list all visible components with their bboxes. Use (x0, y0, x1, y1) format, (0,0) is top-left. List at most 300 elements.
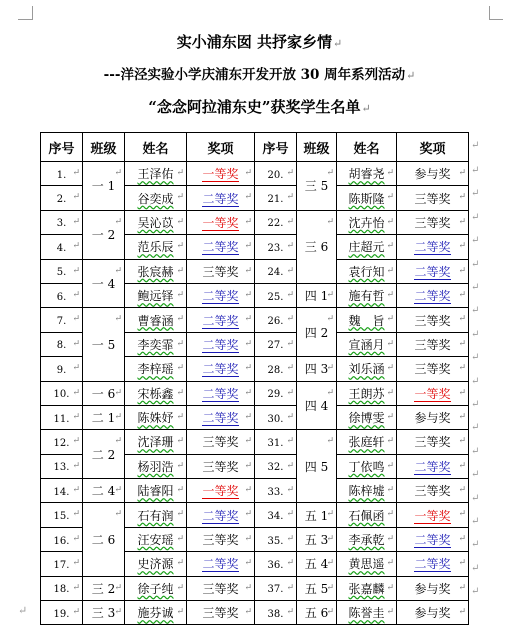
award-cell: 一等奖 ↵ (187, 479, 255, 503)
student-name-cell: 沈泽珊 ↵ (125, 430, 187, 454)
table-row (41, 503, 469, 527)
cell-end-mark: ↵ (286, 411, 294, 422)
student-name-cell: 黄思遥 ↵ (337, 552, 397, 576)
row-end-mark: ↵ (471, 445, 480, 457)
serial-number-cell: 24. ↵ (255, 259, 297, 283)
class-cell: 五 5 ↵ (297, 576, 337, 600)
cell-end-mark: ↵ (114, 265, 122, 276)
cell-end-mark: ↵ (176, 338, 184, 349)
document-subtitle: ---洋泾实验小学庆浦东开发开放 30 周年系列活动↵ (103, 67, 416, 83)
student-name-cell: 谷奕成 ↵ (125, 186, 187, 210)
table-row (41, 259, 469, 283)
cell-end-mark: ↵ (458, 509, 466, 520)
class-cell: 四 1 ↵ (297, 283, 337, 307)
row-end-mark: ↵ (471, 375, 480, 387)
cell-end-mark: ↵ (114, 387, 122, 398)
serial-number-cell: 29. ↵ (255, 381, 297, 405)
cell-end-mark: ↵ (244, 436, 252, 447)
cell-end-mark: ↵ (386, 241, 394, 252)
student-name-cell: 鲍远铎 ↵ (125, 283, 187, 307)
row-end-mark: ↵ (471, 492, 480, 504)
student-name-cell: 王泽佑 ↵ (125, 162, 187, 186)
table-row (41, 381, 469, 405)
cell-end-mark: ↵ (326, 363, 334, 374)
cell-end-mark: ↵ (286, 436, 294, 447)
column-header: 序号 (41, 133, 83, 162)
serial-number-cell: 28. ↵ (255, 357, 297, 381)
serial-number-cell: 15. ↵ (41, 503, 83, 527)
class-cell: 四 2 ↵ (297, 308, 337, 357)
serial-number-cell: 32. ↵ (255, 454, 297, 478)
cell-end-mark: ↵ (244, 582, 252, 593)
student-name-cell: 汪安瑶 ↵ (125, 527, 187, 551)
paragraph-mark: ↵ (361, 102, 371, 115)
cell-end-mark: ↵ (244, 168, 252, 178)
cell-end-mark: ↵ (326, 436, 334, 447)
class-cell: 一 4 ↵ (83, 259, 125, 308)
student-name-cell: 施芬诚 ↵ (125, 601, 187, 625)
cell-end-mark: ↵ (458, 411, 466, 422)
cell-end-mark: ↵ (286, 338, 294, 349)
cell-end-mark: ↵ (114, 314, 122, 325)
cell-end-mark: ↵ (176, 314, 184, 325)
cell-end-mark: ↵ (458, 363, 466, 374)
student-name-cell: 陈姝妤 ↵ (125, 405, 187, 429)
class-cell: 四 4 ↵ (297, 381, 337, 430)
serial-number-cell: 16. ↵ (41, 527, 83, 551)
cell-end-mark: ↵ (72, 168, 80, 178)
document-title: 实小浦东囡 共抒家乡情↵ (176, 33, 343, 51)
class-cell: 二 6 ↵ (83, 503, 125, 576)
award-cell: 二等奖 ↵ (187, 235, 255, 259)
cell-end-mark: ↵ (386, 265, 394, 276)
column-header: 姓名 (337, 133, 397, 162)
row-end-mark: ↵ (471, 328, 480, 340)
row-end-mark: ↵ (471, 539, 480, 551)
cell-end-mark: ↵ (244, 460, 252, 471)
serial-number-cell: 19. ↵ (41, 601, 83, 625)
cell-end-mark: ↵ (176, 363, 184, 374)
serial-number-cell: 4. ↵ (41, 235, 83, 259)
serial-number-cell: 18. ↵ (41, 576, 83, 600)
award-cell: 二等奖 ↵ (187, 332, 255, 356)
cell-end-mark: ↵ (386, 192, 394, 203)
student-name-cell: 李承乾 ↵ (337, 527, 397, 551)
serial-number-cell: 9. ↵ (41, 357, 83, 381)
class-cell: 三 2 ↵ (83, 576, 125, 600)
cell-end-mark: ↵ (286, 314, 294, 325)
paragraph-mark: ↵ (406, 69, 416, 82)
cell-end-mark: ↵ (176, 582, 184, 593)
cell-end-mark: ↵ (286, 509, 294, 520)
award-cell: 三等奖 ↵ (397, 332, 469, 356)
student-name-cell: 宣涵月 ↵ (337, 332, 397, 356)
class-cell: 一 1 ↵ (83, 162, 125, 211)
cell-end-mark: ↵ (72, 582, 80, 593)
serial-number-cell: 12. ↵ (41, 430, 83, 454)
table-row (41, 430, 469, 454)
cell-end-mark: ↵ (72, 607, 80, 618)
cell-end-mark: ↵ (72, 533, 80, 544)
serial-number-cell: 22. ↵ (255, 210, 297, 234)
row-end-mark: ↵ (471, 352, 480, 364)
cell-end-mark: ↵ (244, 216, 252, 227)
cell-end-mark: ↵ (386, 558, 394, 569)
cell-end-mark: ↵ (72, 558, 80, 569)
serial-number-cell: 31. ↵ (255, 430, 297, 454)
cell-end-mark: ↵ (458, 460, 466, 471)
award-cell: 二等奖 ↵ (187, 283, 255, 307)
class-cell: 二 1 ↵ (83, 405, 125, 429)
cell-end-mark: ↵ (244, 314, 252, 325)
cell-end-mark: ↵ (72, 387, 80, 398)
cell-end-mark: ↵ (458, 338, 466, 349)
award-cell: 三等奖 ↵ (187, 601, 255, 625)
cell-end-mark: ↵ (244, 558, 252, 569)
student-name-cell: 施有哲 ↵ (337, 283, 397, 307)
cell-end-mark: ↵ (72, 289, 80, 300)
column-header: 奖项 (187, 133, 255, 162)
cell-end-mark: ↵ (176, 607, 184, 618)
award-cell: 三等奖 ↵ (397, 430, 469, 454)
column-header: 班级 (297, 133, 337, 162)
cell-end-mark: ↵ (72, 485, 80, 496)
award-cell: 二等奖 ↵ (397, 454, 469, 478)
row-end-mark: ↵ (471, 305, 480, 317)
table-row (41, 601, 469, 625)
row-end-mark: ↵ (471, 211, 480, 223)
student-name-cell: 徐子纯 ↵ (125, 576, 187, 600)
student-name-cell: 曹睿涵 ↵ (125, 308, 187, 332)
margin-corner-mark (489, 19, 503, 20)
student-name-cell: 张宸赫 ↵ (125, 259, 187, 283)
cell-end-mark: ↵ (458, 387, 466, 398)
cell-end-mark: ↵ (286, 168, 294, 178)
class-cell: 四 3 ↵ (297, 357, 337, 381)
margin-corner-mark (32, 6, 33, 20)
cell-end-mark: ↵ (72, 192, 80, 203)
award-cell: 三等奖 ↵ (187, 576, 255, 600)
award-cell: 二等奖 ↵ (397, 235, 469, 259)
table-row (41, 405, 469, 429)
serial-number-cell: 34. ↵ (255, 503, 297, 527)
class-cell: 五 3 ↵ (297, 527, 337, 551)
row-end-mark: ↵ (471, 399, 480, 410)
cell-end-mark: ↵ (72, 460, 80, 471)
student-name-cell: 陈梓墟 ↵ (337, 479, 397, 503)
table-row (41, 576, 469, 600)
student-name-cell: 李奕霏 ↵ (125, 332, 187, 356)
award-cell: 二等奖 ↵ (187, 308, 255, 332)
table-row (41, 479, 469, 503)
award-cell: 参与奖 ↵ (397, 601, 469, 625)
award-cell: 三等奖 ↵ (187, 430, 255, 454)
cell-end-mark: ↵ (176, 533, 184, 544)
award-cell: 一等奖 ↵ (397, 381, 469, 405)
serial-number-cell: 13. ↵ (41, 454, 83, 478)
cell-end-mark: ↵ (72, 338, 80, 349)
cell-end-mark: ↵ (458, 582, 466, 593)
row-end-mark: ↵ (471, 140, 480, 151)
student-name-cell: 石有润 ↵ (125, 503, 187, 527)
paragraph-mark: ↵ (18, 604, 28, 617)
cell-end-mark: ↵ (72, 216, 80, 227)
student-name-cell: 袁行知 ↵ (337, 259, 397, 283)
table-row (41, 308, 469, 332)
serial-number-cell: 25. ↵ (255, 283, 297, 307)
cell-end-mark: ↵ (244, 289, 252, 300)
cell-end-mark: ↵ (176, 509, 184, 520)
cell-end-mark: ↵ (72, 436, 80, 447)
cell-end-mark: ↵ (114, 582, 122, 593)
row-end-mark: ↵ (471, 282, 480, 293)
serial-number-cell: 35. ↵ (255, 527, 297, 551)
cell-end-mark: ↵ (458, 485, 466, 496)
student-name-cell: 魏 旨 ↵ (337, 308, 397, 332)
student-name-cell: 石佩函 ↵ (337, 503, 397, 527)
award-cell: 三等奖 ↵ (397, 479, 469, 503)
cell-end-mark: ↵ (72, 241, 80, 252)
cell-end-mark: ↵ (176, 289, 184, 300)
cell-end-mark: ↵ (244, 387, 252, 398)
cell-end-mark: ↵ (244, 411, 252, 422)
cell-end-mark: ↵ (458, 289, 466, 300)
serial-number-cell: 26. ↵ (255, 308, 297, 332)
cell-end-mark: ↵ (386, 582, 394, 593)
cell-end-mark: ↵ (286, 607, 294, 618)
award-cell: 参与奖 ↵ (397, 405, 469, 429)
award-cell: 二等奖 ↵ (397, 259, 469, 283)
cell-end-mark: ↵ (386, 289, 394, 300)
cell-end-mark: ↵ (386, 533, 394, 544)
column-header: 姓名 (125, 133, 187, 162)
class-cell: 三 5 ↵ (297, 162, 337, 211)
cell-end-mark: ↵ (176, 485, 184, 496)
cell-end-mark: ↵ (326, 533, 334, 544)
cell-end-mark: ↵ (176, 216, 184, 227)
cell-end-mark: ↵ (244, 363, 252, 374)
serial-number-cell: 5. ↵ (41, 259, 83, 283)
cell-end-mark: ↵ (176, 265, 184, 276)
cell-end-mark: ↵ (114, 485, 122, 496)
row-end-mark: ↵ (471, 235, 480, 247)
award-cell: 一等奖 ↵ (397, 503, 469, 527)
cell-end-mark: ↵ (458, 192, 466, 203)
student-name-cell: 徐博雯 ↵ (337, 405, 397, 429)
cell-end-mark: ↵ (458, 168, 466, 178)
column-header: 奖项 (397, 133, 469, 162)
margin-corner-mark (489, 6, 490, 20)
student-name-cell: 刘乐涵 ↵ (337, 357, 397, 381)
student-name-cell: 王朗苏 ↵ (337, 381, 397, 405)
cell-end-mark: ↵ (386, 387, 394, 398)
student-name-cell: 史济源 ↵ (125, 552, 187, 576)
student-name-cell: 杨羽浩 ↵ (125, 454, 187, 478)
cell-end-mark: ↵ (72, 363, 80, 374)
cell-end-mark: ↵ (286, 558, 294, 569)
award-table (40, 132, 469, 625)
class-cell: 五 6 ↵ (297, 601, 337, 625)
serial-number-cell: 8. ↵ (41, 332, 83, 356)
cell-end-mark: ↵ (326, 387, 334, 398)
cell-end-mark: ↵ (458, 436, 466, 447)
cell-end-mark: ↵ (176, 241, 184, 252)
class-cell: 五 1 ↵ (297, 503, 337, 527)
cell-end-mark: ↵ (244, 485, 252, 496)
row-end-mark: ↵ (471, 516, 480, 527)
column-header: 序号 (255, 133, 297, 162)
award-cell: 一等奖 ↵ (187, 210, 255, 234)
award-cell: 二等奖 ↵ (187, 186, 255, 210)
serial-number-cell: 23. ↵ (255, 235, 297, 259)
cell-end-mark: ↵ (286, 216, 294, 227)
cell-end-mark: ↵ (286, 387, 294, 398)
cell-end-mark: ↵ (286, 192, 294, 203)
cell-end-mark: ↵ (244, 192, 252, 203)
cell-end-mark: ↵ (458, 265, 466, 276)
cell-end-mark: ↵ (72, 509, 80, 520)
cell-end-mark: ↵ (176, 558, 184, 569)
award-cell: 参与奖 ↵ (397, 576, 469, 600)
student-name-cell: 陈斯隆 ↵ (337, 186, 397, 210)
award-cell: 二等奖 ↵ (397, 552, 469, 576)
cell-end-mark: ↵ (386, 485, 394, 496)
cell-end-mark: ↵ (244, 241, 252, 252)
serial-number-cell: 2. ↵ (41, 186, 83, 210)
table-header-row (41, 133, 469, 162)
cell-end-mark: ↵ (244, 607, 252, 618)
cell-end-mark: ↵ (326, 558, 334, 569)
cell-end-mark: ↵ (326, 216, 334, 227)
serial-number-cell: 3. ↵ (41, 210, 83, 234)
cell-end-mark: ↵ (386, 411, 394, 422)
cell-end-mark: ↵ (326, 582, 334, 593)
student-name-cell: 庄超元 ↵ (337, 235, 397, 259)
cell-end-mark: ↵ (244, 533, 252, 544)
cell-end-mark: ↵ (458, 607, 466, 618)
cell-end-mark: ↵ (72, 411, 80, 422)
cell-end-mark: ↵ (176, 387, 184, 398)
row-end-mark: ↵ (471, 562, 480, 574)
cell-end-mark: ↵ (72, 314, 80, 325)
award-cell: 三等奖 ↵ (397, 357, 469, 381)
cell-end-mark: ↵ (286, 363, 294, 374)
cell-end-mark: ↵ (286, 582, 294, 593)
cell-end-mark: ↵ (386, 460, 394, 471)
cell-end-mark: ↵ (386, 216, 394, 227)
award-cell: 三等奖 ↵ (187, 259, 255, 283)
cell-end-mark: ↵ (114, 168, 122, 178)
cell-end-mark: ↵ (386, 607, 394, 618)
student-name-cell: 陆睿阳 ↵ (125, 479, 187, 503)
cell-end-mark: ↵ (114, 607, 122, 618)
student-name-cell: 胡睿尧 ↵ (337, 162, 397, 186)
class-cell: 一 5 ↵ (83, 308, 125, 381)
cell-end-mark: ↵ (176, 168, 184, 178)
class-cell: 五 4 ↵ (297, 552, 337, 576)
class-cell: 三 3 ↵ (83, 601, 125, 625)
award-cell: 二等奖 ↵ (187, 357, 255, 381)
award-cell: 三等奖 ↵ (397, 308, 469, 332)
award-cell: 二等奖 ↵ (187, 381, 255, 405)
paragraph-mark: ↵ (333, 37, 343, 50)
serial-number-cell: 17. ↵ (41, 552, 83, 576)
cell-end-mark: ↵ (326, 314, 334, 325)
row-end-mark: ↵ (471, 586, 480, 598)
award-cell: 三等奖 ↵ (397, 186, 469, 210)
award-cell: 三等奖 ↵ (187, 527, 255, 551)
serial-number-cell: 37. ↵ (255, 576, 297, 600)
margin-corner-mark (18, 19, 32, 20)
cell-end-mark: ↵ (72, 265, 80, 276)
class-cell: 四 5 ↵ (297, 430, 337, 503)
student-name-cell: 宋栎鑫 ↵ (125, 381, 187, 405)
serial-number-cell: 36. ↵ (255, 552, 297, 576)
serial-number-cell: 20. ↵ (255, 162, 297, 186)
column-header: 班级 (83, 133, 125, 162)
cell-end-mark: ↵ (244, 265, 252, 276)
award-cell: 二等奖 ↵ (187, 552, 255, 576)
row-end-mark: ↵ (471, 422, 480, 434)
class-cell: 一 6 ↵ (83, 381, 125, 405)
cell-end-mark: ↵ (286, 241, 294, 252)
cell-end-mark: ↵ (386, 363, 394, 374)
cell-end-mark: ↵ (286, 460, 294, 471)
cell-end-mark: ↵ (244, 509, 252, 520)
award-cell: 三等奖 ↵ (397, 210, 469, 234)
cell-end-mark: ↵ (114, 436, 122, 447)
student-name-cell: 吴沁苡 ↵ (125, 210, 187, 234)
cell-end-mark: ↵ (386, 314, 394, 325)
cell-end-mark: ↵ (326, 509, 334, 520)
cell-end-mark: ↵ (286, 485, 294, 496)
award-cell: 二等奖 ↵ (187, 503, 255, 527)
serial-number-cell: 1. ↵ (41, 162, 83, 186)
cell-end-mark: ↵ (176, 460, 184, 471)
cell-end-mark: ↵ (114, 216, 122, 227)
serial-number-cell: 21. ↵ (255, 186, 297, 210)
table-row (41, 210, 469, 234)
student-name-cell: 张庭轩 ↵ (337, 430, 397, 454)
cell-end-mark: ↵ (286, 289, 294, 300)
row-end-mark: ↵ (471, 188, 480, 200)
class-cell: 二 4 ↵ (83, 479, 125, 503)
cell-end-mark: ↵ (286, 533, 294, 544)
award-cell: 二等奖 ↵ (397, 283, 469, 307)
cell-end-mark: ↵ (176, 192, 184, 203)
student-name-cell: 张嘉麟 ↵ (337, 576, 397, 600)
serial-number-cell: 27. ↵ (255, 332, 297, 356)
award-cell: 二等奖 ↵ (187, 405, 255, 429)
student-name-cell: 沈卉怡 ↵ (337, 210, 397, 234)
serial-number-cell: 11. ↵ (41, 405, 83, 429)
cell-end-mark: ↵ (326, 168, 334, 178)
class-cell: 一 2 ↵ (83, 210, 125, 259)
list-title: “念念阿拉浦东史”获奖学生名单↵ (148, 98, 371, 116)
cell-end-mark: ↵ (458, 314, 466, 325)
cell-end-mark: ↵ (114, 509, 122, 520)
cell-end-mark: ↵ (244, 338, 252, 349)
row-end-mark: ↵ (471, 165, 480, 176)
student-name-cell: 李梓瑶 ↵ (125, 357, 187, 381)
row-end-mark: ↵ (471, 258, 480, 270)
cell-end-mark: ↵ (286, 265, 294, 276)
cell-end-mark: ↵ (326, 289, 334, 300)
cell-end-mark: ↵ (386, 338, 394, 349)
class-cell: 二 2 ↵ (83, 430, 125, 479)
student-name-cell: 丁依鸣 ↵ (337, 454, 397, 478)
table-row (41, 162, 469, 186)
